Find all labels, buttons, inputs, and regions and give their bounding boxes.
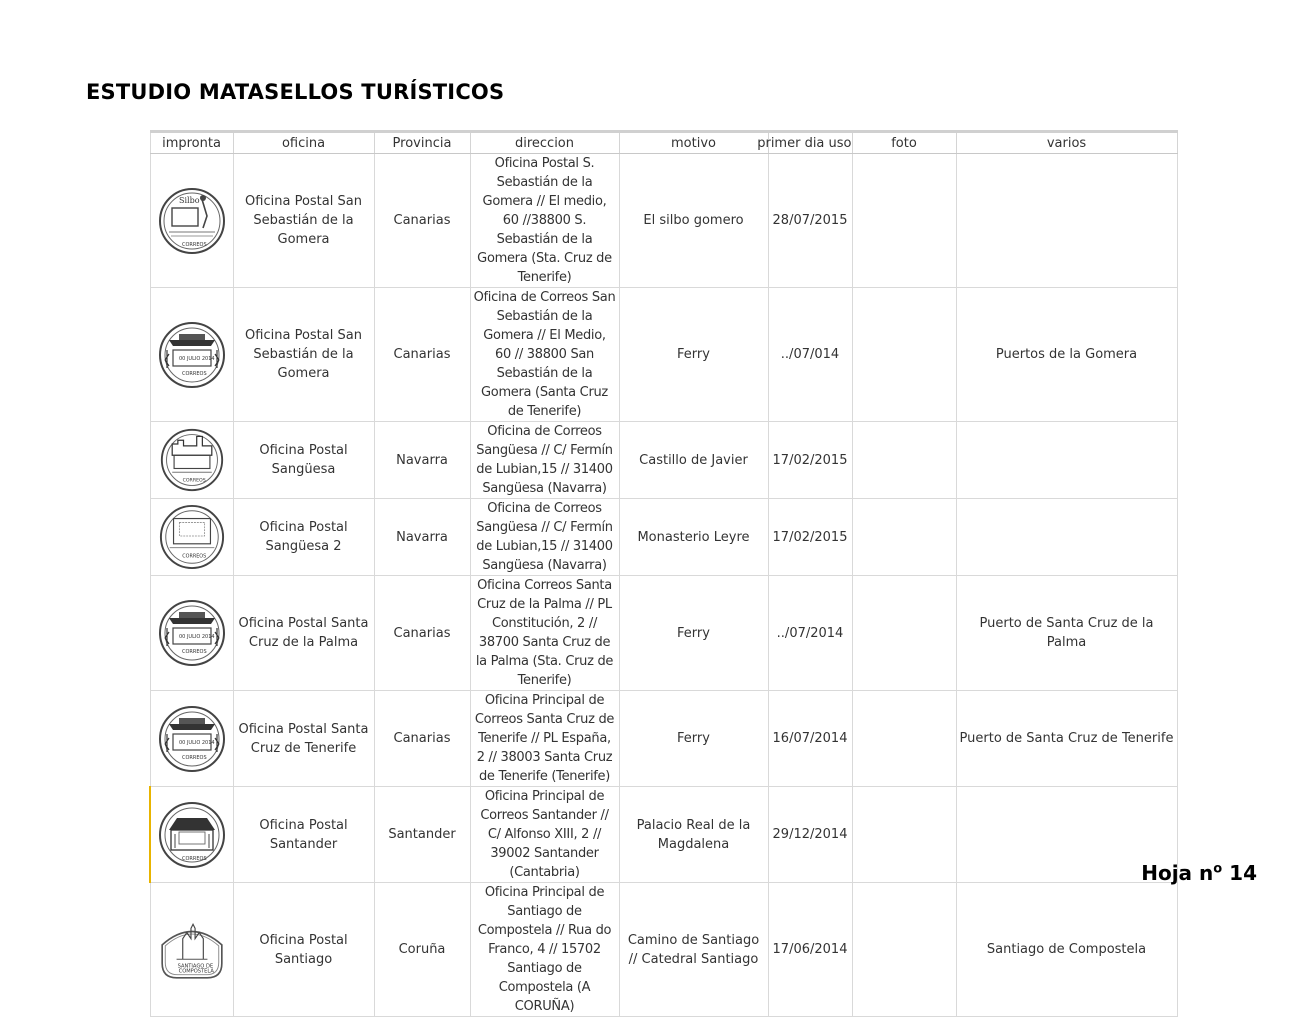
primer-dia-cell[interactable]: 17/02/2015 (768, 499, 852, 576)
postmark-table (149, 130, 1178, 1017)
table-row (150, 422, 1177, 499)
svg-text:CORREOS: CORREOS (182, 478, 206, 484)
direccion-cell[interactable]: Oficina Principal de Correos Santa Cruz de Tenerife // PL España, 2 // 38003 Santa Cruz de Tenerife (Tenerife) (470, 691, 619, 787)
foto-cell[interactable] (852, 422, 956, 499)
motivo-cell[interactable]: Monasterio Leyre (619, 499, 768, 576)
provincia-cell[interactable]: Canarias (374, 691, 470, 787)
page-number-value: 14 (1229, 861, 1257, 885)
table-row (150, 576, 1177, 691)
header-varios[interactable]: varios (956, 132, 1177, 154)
impronta-cell[interactable] (150, 288, 233, 422)
impronta-cell[interactable] (150, 691, 233, 787)
foto-cell[interactable] (852, 499, 956, 576)
provincia-cell[interactable]: Santander (374, 787, 470, 883)
header-row (150, 132, 1177, 154)
provincia-cell[interactable]: Coruña (374, 883, 470, 1017)
svg-text:SANTIAGO DE: SANTIAGO DE (177, 962, 213, 969)
header-primer-dia[interactable]: primer dia uso (768, 132, 852, 154)
varios-cell[interactable] (956, 154, 1177, 288)
motivo-cell[interactable]: Ferry (619, 288, 768, 422)
motivo-cell[interactable]: Ferry (619, 691, 768, 787)
header-oficina[interactable]: oficina (233, 132, 374, 154)
primer-dia-cell[interactable]: 28/07/2015 (768, 154, 852, 288)
svg-text:Silbo: Silbo (178, 195, 200, 205)
oficina-cell[interactable]: Oficina Postal San Sebastián de la Gomera (233, 154, 374, 288)
palace-stamp-icon (157, 800, 227, 870)
oficina-cell[interactable]: Oficina Postal Santiago (233, 883, 374, 1017)
impronta-cell[interactable] (150, 154, 233, 288)
provincia-cell[interactable]: Canarias (374, 288, 470, 422)
castle-stamp-icon (159, 427, 225, 493)
direccion-cell[interactable]: Oficina Correos Santa Cruz de la Palma // PL Constitución, 2 // 38700 Santa Cruz de la Palma (Sta. Cruz de Tenerife) (470, 576, 619, 691)
oficina-cell[interactable]: Oficina Postal Santa Cruz de Tenerife (233, 691, 374, 787)
header-motivo[interactable]: motivo (619, 132, 768, 154)
foto-cell[interactable] (852, 883, 956, 1017)
oficina-cell[interactable]: Oficina Postal Sangüesa 2 (233, 499, 374, 576)
primer-dia-cell[interactable]: 17/06/2014 (768, 883, 852, 1017)
ferry-stamp-icon (157, 320, 227, 390)
varios-cell[interactable]: Puerto de Santa Cruz de la Palma (956, 576, 1177, 691)
header-foto[interactable]: foto (852, 132, 956, 154)
svg-text:00 JULIO 2014: 00 JULIO 2014 (178, 634, 215, 640)
foto-cell[interactable] (852, 154, 956, 288)
document-title: ESTUDIO MATASELLOS TURÍSTICOS (86, 80, 505, 104)
svg-text:CORREOS: CORREOS (181, 370, 207, 377)
motivo-cell[interactable]: Castillo de Javier (619, 422, 768, 499)
motivo-cell[interactable]: Palacio Real de la Magdalena (619, 787, 768, 883)
table-row (150, 691, 1177, 787)
oficina-cell[interactable]: Oficina Postal Sangüesa (233, 422, 374, 499)
table-row (150, 787, 1177, 883)
oficina-cell[interactable]: Oficina Postal San Sebastián de la Gomera (233, 288, 374, 422)
cathedral-stamp-icon (156, 914, 228, 986)
svg-text:CORREOS: CORREOS (181, 649, 207, 655)
direccion-cell[interactable]: Oficina Principal de Correos Santander // C/ Alfonso XIII, 2 // 39002 Santander (Cantabria) (470, 787, 619, 883)
impronta-cell[interactable] (150, 422, 233, 499)
direccion-cell[interactable]: Oficina Postal S. Sebastián de la Gomera // El medio, 60 //38800 S. Sebastián de la Gomera (Sta. Cruz de Tenerife) (470, 154, 619, 288)
foto-cell[interactable] (852, 288, 956, 422)
header-direccion[interactable]: direccion (470, 132, 619, 154)
primer-dia-cell[interactable]: ../07/2014 (768, 576, 852, 691)
oficina-cell[interactable]: Oficina Postal Santa Cruz de la Palma (233, 576, 374, 691)
primer-dia-cell[interactable]: 29/12/2014 (768, 787, 852, 883)
motivo-cell[interactable]: Camino de Santiago // Catedral Santiago (619, 883, 768, 1017)
svg-text:COMPOSTELA: COMPOSTELA (178, 968, 214, 975)
table-row (150, 154, 1177, 288)
direccion-cell[interactable]: Oficina de Correos Sangüesa // C/ Fermín de Lubian,15 // 31400 Sangüesa (Navarra) (470, 499, 619, 576)
varios-cell[interactable]: Puertos de la Gomera (956, 288, 1177, 422)
primer-dia-cell[interactable]: 16/07/2014 (768, 691, 852, 787)
foto-cell[interactable] (852, 787, 956, 883)
header-impronta[interactable]: impronta (150, 132, 233, 154)
svg-text:CORREOS: CORREOS (181, 754, 207, 761)
svg-text:00 JULIO 2014: 00 JULIO 2014 (178, 355, 215, 362)
direccion-cell[interactable]: Oficina de Correos San Sebastián de la Gomera // El Medio, 60 // 38800 San Sebastián de la Gomera (Santa Cruz de Tenerife) (470, 288, 619, 422)
ferry-stamp-icon (157, 598, 227, 668)
motivo-cell[interactable]: El silbo gomero (619, 154, 768, 288)
motivo-cell[interactable]: Ferry (619, 576, 768, 691)
page-sup: o (1213, 861, 1223, 877)
svg-text:CORREOS: CORREOS (181, 553, 206, 560)
svg-text:00 JULIO 2014: 00 JULIO 2014 (178, 739, 215, 746)
direccion-cell[interactable]: Oficina Principal de Santiago de Compostela // Rua do Franco, 4 // 15702 Santiago de Compostela (A CORUÑA) (470, 883, 619, 1017)
provincia-cell[interactable]: Canarias (374, 154, 470, 288)
table-row (150, 499, 1177, 576)
impronta-cell[interactable] (150, 499, 233, 576)
primer-dia-cell[interactable]: 17/02/2015 (768, 422, 852, 499)
impronta-cell[interactable] (150, 787, 233, 883)
varios-cell[interactable]: Puerto de Santa Cruz de Tenerife (956, 691, 1177, 787)
page-number (1141, 861, 1257, 885)
silbo-gomero-stamp-icon (157, 186, 227, 256)
table-row (150, 288, 1177, 422)
monastery-stamp-icon (158, 503, 226, 571)
table-row (150, 883, 1177, 1017)
svg-text:CORREOS: CORREOS (181, 855, 207, 862)
varios-cell[interactable] (956, 422, 1177, 499)
provincia-cell[interactable]: Navarra (374, 499, 470, 576)
header-provincia[interactable]: Provincia (374, 132, 470, 154)
provincia-cell[interactable]: Navarra (374, 422, 470, 499)
impronta-cell[interactable] (150, 883, 233, 1017)
provincia-cell[interactable]: Canarias (374, 576, 470, 691)
foto-cell[interactable] (852, 691, 956, 787)
oficina-cell[interactable]: Oficina Postal Santander (233, 787, 374, 883)
direccion-cell[interactable]: Oficina de Correos Sangüesa // C/ Fermín de Lubian,15 // 31400 Sangüesa (Navarra) (470, 422, 619, 499)
varios-cell[interactable]: Santiago de Compostela (956, 883, 1177, 1017)
svg-text:CORREOS: CORREOS (181, 241, 207, 248)
primer-dia-cell[interactable]: ../07/014 (768, 288, 852, 422)
page-label: Hoja n (1141, 861, 1214, 885)
ferry-stamp-icon (157, 704, 227, 774)
varios-cell[interactable] (956, 499, 1177, 576)
impronta-cell[interactable] (150, 576, 233, 691)
foto-cell[interactable] (852, 576, 956, 691)
